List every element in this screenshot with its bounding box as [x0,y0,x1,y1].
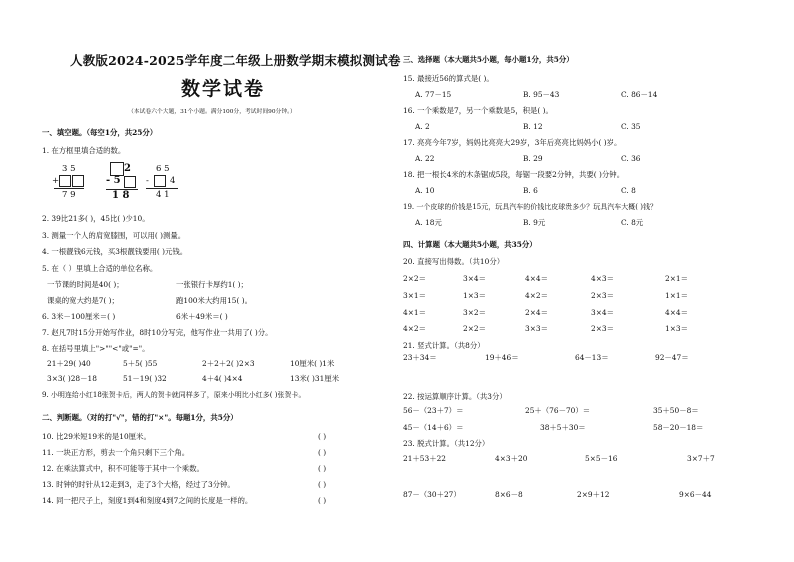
q15-text: 15. 最接近56的算式是( )。 [403,74,494,83]
q14-answer[interactable]: ( ) [318,496,327,505]
q21-text: 21. 竖式计算。（共8分） [403,341,485,350]
q8-item: 4＋4( )4×4 [202,374,243,383]
oral-calc-item: 1×3＝ [463,291,486,300]
q11-text: 11. 一块正方形，剪去一个角只剩下三个角。 [42,448,190,457]
answer-box[interactable] [72,175,84,187]
q16-option-a[interactable]: A. 2 [415,122,430,131]
oral-calc-item: 4×3＝ [591,274,614,283]
section2-title: 二、判断题。（对的打"√"，错的打"×"。每题1分，共5分） [42,413,238,422]
calc-b-top: 2 [124,163,131,174]
q13-answer[interactable]: ( ) [318,480,327,489]
step-calc-item: 87－（30＋27） [403,490,461,499]
q12-answer[interactable]: ( ) [318,464,327,473]
calc-b-bottom: 1 8 [112,190,130,201]
answer-box[interactable] [154,175,166,187]
q16-option-b[interactable]: B. 12 [523,122,543,131]
q5b-right: 跑100米大约用15( )。 [176,296,252,305]
q19-option-b[interactable]: B. 9元 [523,218,546,227]
q7-text: 7. 赵凡7时15分开始写作业，8时10分写完，他写作业一共用了( )分。 [42,328,273,337]
q9-text: 9. 小明连给小红18张贺卡后，两人的贺卡就同样多了，原来小明比小红多( )张贺卡。 [42,391,306,399]
oral-calc-item: 3×1＝ [403,291,426,300]
order-calc-item: 58－20－18＝ [653,423,704,432]
answer-box[interactable] [124,176,136,188]
q4-text: 4. 一根靓钱6元钱，买3根靓钱要用( )元钱。 [42,247,188,256]
answer-box[interactable] [110,162,124,176]
q20-text: 20. 直接写出得数。（共10分） [403,257,505,266]
q19-option-a[interactable]: A. 18元 [415,218,442,227]
step-calc-item: 8×6－8 [495,490,523,499]
q8-item: 21＋29( )40 [47,359,91,368]
calc-line [54,188,84,189]
exam-title: 人教版2024-2025学年度二年级上册数学期末模拟测试卷 [70,53,401,68]
q15-option-a[interactable]: A. 77－15 [415,90,452,99]
section3-title: 三、选择题（本大题共5小题，每小题1分，共5分） [403,55,574,64]
calc-c-mid: 4 [170,176,176,186]
q8-item: 51－19( )32 [123,374,167,383]
q5b-left: 课桌的宽大约是7( )； [47,296,119,305]
oral-calc-item: 4×4＝ [525,274,548,283]
q5-text: 5. 在（ ）里填上合适的单位名称。 [42,264,158,273]
q11-answer[interactable]: ( ) [318,448,327,457]
order-calc-item: 56－（23＋7）＝ [403,406,464,415]
order-calc-item: 45－（14＋6）＝ [403,423,464,432]
vertical-calc-item: 92－47＝ [655,353,689,362]
q17-option-a[interactable]: A. 22 [415,154,435,163]
step-calc-item: 9×6－44 [679,490,712,499]
calc-c-top: 6 5 [156,164,170,174]
oral-calc-item: 4×1＝ [403,308,426,317]
q19-text: 19. 一个皮球的价钱是15元，玩具汽车的价钱比皮球贵多少？玩具汽车大概( )钱？ [403,203,657,211]
step-calc-item: 4×3＋20 [495,454,528,463]
order-calc-item: 38＋5＋30＝ [540,423,586,432]
q19-option-c[interactable]: C. 8元 [621,218,644,227]
oral-calc-item: 3×3＝ [525,324,548,333]
q22-text: 22. 按运算顺序计算。（共3分） [403,392,507,401]
q8-item: 3×3( )28－18 [47,374,97,383]
q16-text: 16. 一个乘数是7，另一个乘数是5，积是( )。 [403,106,553,115]
oral-calc-item: 4×2＝ [403,324,426,333]
oral-calc-item: 4×2＝ [525,291,548,300]
q8-item: 10厘米( )1米 [290,359,335,368]
q15-option-c[interactable]: C. 86－14 [621,90,658,99]
exam-note: （本试卷六个大题，31个小题。满分100分，考试时间90分钟。） [128,109,296,115]
q14-text: 14. 同一把尺子上，刻度1到4和刻度4到7之间的长度是一样的。 [42,496,253,505]
q8-item: 13米( )31厘米 [290,374,340,383]
q16-option-c[interactable]: C. 35 [621,122,641,131]
exam-subtitle: 数学试卷 [181,78,266,100]
q12-text: 12. 在乘法算式中，积不可能等于其中一个乘数。 [42,464,204,473]
q18-option-a[interactable]: A. 10 [415,186,435,195]
q8-item: 2＋2＋2( )2×3 [202,359,255,368]
calc-b-op: - 5 [106,175,121,186]
q10-text: 10. 比29米短19米的是10厘米。 [42,432,151,441]
calc-a-op: + [52,176,60,186]
oral-calc-item: 3×2＝ [463,308,486,317]
q10-answer[interactable]: ( ) [318,432,327,441]
step-calc-item: 5×5－16 [585,454,618,463]
q8-item: 5＋5( )55 [123,359,158,368]
q13-text: 13. 时钟的时针从12走到3，走了3个大格，经过了3分钟。 [42,480,235,489]
step-calc-item: 2×9＋12 [577,490,610,499]
order-calc-item: 35＋50－8＝ [653,406,699,415]
calc-c-bottom: 4 1 [156,190,170,200]
right-column [397,0,794,562]
oral-calc-item: 2×4＝ [525,308,548,317]
answer-box[interactable] [59,175,71,187]
q8-text: 8. 在括号里填上">""<"或"="。 [42,344,150,353]
oral-calc-item: 1×3＝ [665,324,688,333]
vertical-calc-item: 64－13＝ [575,353,609,362]
q5a-right: 一张银行卡厚约1( )； [176,280,248,289]
q1-text: 1. 在方框里填合适的数。 [42,146,126,155]
oral-calc-item: 4×4＝ [665,308,688,317]
calc-a-top: 3 5 [62,164,76,174]
q5a-left: 一节课的时间是40( )； [47,280,124,289]
q17-text: 17. 亮亮今年7岁，妈妈比亮亮大29岁，3年后亮亮比妈妈小( )岁。 [403,138,622,147]
oral-calc-item: 2×2＝ [403,274,426,283]
q23-text: 23. 脱式计算。（共12分） [403,439,490,448]
oral-calc-item: 2×3＝ [591,324,614,333]
calc-line [146,188,178,189]
order-calc-item: 25＋（76－70）＝ [525,406,591,415]
section4-title: 四、计算题（本大题共5小题，共35分） [403,240,537,249]
oral-calc-item: 2×2＝ [463,324,486,333]
q18-option-c[interactable]: C. 8 [621,186,636,195]
calc-a-bottom: 7 9 [62,190,76,200]
q2-text: 2. 39比21多( )，45比( )少10。 [42,214,150,223]
oral-calc-item: 3×4＝ [463,274,486,283]
vertical-calc-item: 19＋46＝ [485,353,519,362]
q18-option-b[interactable]: B. 6 [523,186,538,195]
oral-calc-item: 2×1＝ [665,274,688,283]
q18-text: 18. 把一根长4米的木条锯成5段，每锯一段要2分钟，共要( )分钟。 [403,170,625,179]
section1-title: 一、填空题。（每空1分，共25分） [42,128,158,137]
q17-option-b[interactable]: B. 29 [523,154,543,163]
q6-left: 6. 3米－100厘米＝( ) [42,312,116,321]
vertical-calc-item: 23＋34＝ [403,353,437,362]
oral-calc-item: 3×4＝ [591,308,614,317]
step-calc-item: 3×7＋7 [687,454,715,463]
q6-right: 6米＋49米＝( ) [176,312,228,321]
q15-option-b[interactable]: B. 95－43 [523,90,560,99]
calc-c-op: - [146,176,149,186]
q17-option-c[interactable]: C. 36 [621,154,641,163]
q3-text: 3. 测量一个人的肩宽膝围，可以用( )测量。 [42,231,186,240]
oral-calc-item: 1×1＝ [665,291,688,300]
oral-calc-item: 2×3＝ [591,291,614,300]
step-calc-item: 21＋53＋22 [403,454,446,463]
